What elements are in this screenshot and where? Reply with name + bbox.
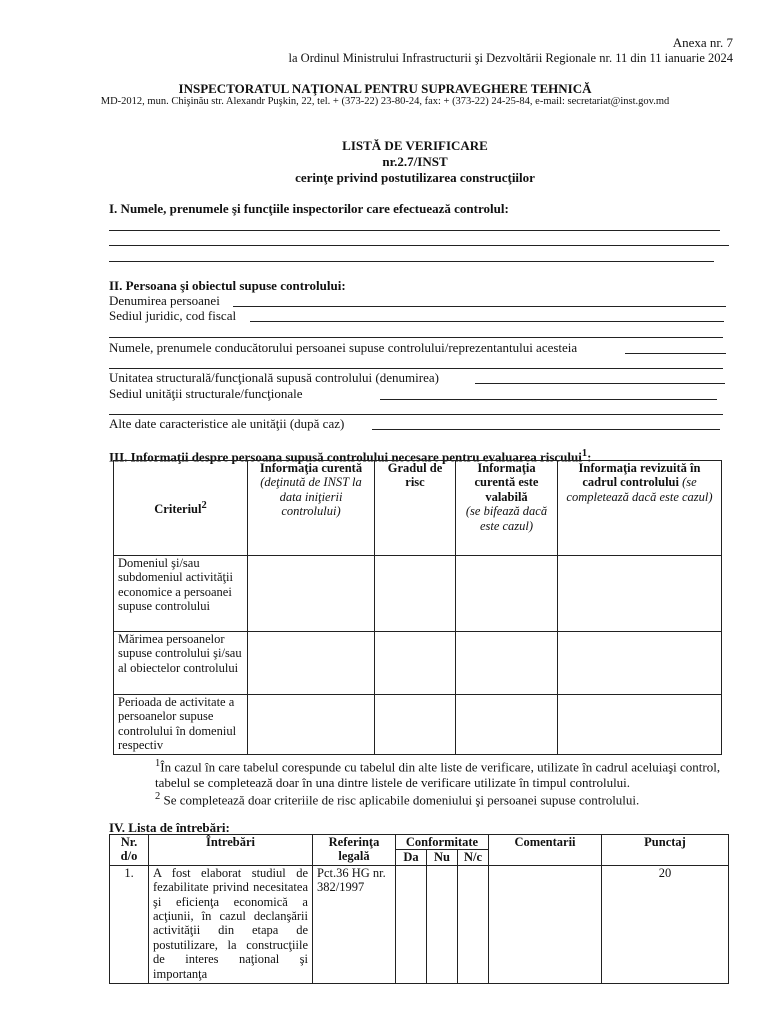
input-cell[interactable]: [558, 556, 722, 632]
label-unitatea: Unitatea structurală/funcţională supusă controlului (denumirea): [109, 370, 439, 385]
input-cell[interactable]: [375, 556, 456, 632]
input-cell[interactable]: [248, 556, 375, 632]
questions-table: [109, 834, 729, 984]
col-punctaj: Punctaj: [602, 835, 729, 866]
col-da: Da: [396, 850, 427, 865]
doc-subtitle: cerinţe privind postutilizarea construcţiilor: [295, 170, 535, 185]
label-sediul-unitatii: Sediul unităţii structurale/funcţionale: [109, 386, 303, 401]
criterion-cell: Mărimea persoanelor supuse controlului şi/sau al obiectelor controlului: [114, 632, 248, 695]
inspector-line-2[interactable]: [109, 245, 729, 246]
col-conformitate: Conformitate: [396, 835, 489, 850]
label-numele: Numele, prenumele conducătorului persoanei supuse controlului/reprezentantului acesteia: [109, 340, 578, 355]
checkbox-cell[interactable]: [456, 556, 558, 632]
checkbox-da[interactable]: [396, 865, 427, 983]
criterion-cell: Perioada de activitate a persoanelor supuse controlului în domeniul respectiv: [114, 695, 248, 755]
col-revizuita: Informaţia revizuită în cadrul controlului (se completează dacă este cazul): [558, 461, 722, 556]
order-reference: la Ordinul Ministrului Infrastructurii şi Dezvoltării Regionale nr. 11 din 11 ianuarie 2024: [288, 51, 733, 65]
table-row: [110, 865, 729, 983]
field-sediul-cont[interactable]: [109, 337, 723, 338]
criterion-cell: Domeniul şi/sau subdomeniul activităţii economice a persoanei supuse controlului: [114, 556, 248, 632]
question-text: A fost elaborat studiul de fezabilitate privind necesitatea şi eficienţa economică a acţiunii, în cazul declanşării activităţii din etapa de postutilizare, la construcţiile de interes naţional şi importanţa: [149, 865, 313, 983]
field-sediul-unitatii[interactable]: [380, 399, 717, 400]
col-valabila: Informaţia curentă este valabilă (se bifează dacă este cazul): [456, 461, 558, 556]
checkbox-nc[interactable]: [458, 865, 489, 983]
field-alte-date[interactable]: [372, 429, 720, 430]
table-row: [114, 695, 722, 755]
checkbox-cell[interactable]: [456, 632, 558, 695]
score-cell: 20: [602, 865, 729, 983]
institution-address: MD-2012, mun. Chişinău str. Alexandr Puşkin, 22, tel. + (373-22) 23-80-24, fax: + (373-22) 24-25-84, e-mail: secretariat@inst.gov.md: [100, 96, 670, 107]
input-cell[interactable]: [375, 632, 456, 695]
field-unitatea[interactable]: [475, 383, 725, 384]
comment-cell[interactable]: [489, 865, 602, 983]
checkbox-cell[interactable]: [456, 695, 558, 755]
checkbox-nu[interactable]: [427, 865, 458, 983]
row-number: 1.: [110, 865, 149, 983]
section2-heading: II. Persoana şi obiectul supuse controlului:: [109, 278, 346, 293]
label-sediul: Sediul juridic, cod fiscal: [109, 308, 237, 323]
col-referinta: Referinţa legală: [313, 835, 396, 866]
footnote-2: $^2$ Se completează doar criteriile de risc aplicabile domeniului şi persoanei supuse controlului.: [155, 791, 640, 808]
col-nc: N/c: [458, 850, 489, 865]
input-cell[interactable]: [375, 695, 456, 755]
risk-table: [113, 460, 722, 755]
label-alte-date: Alte date caracteristice ale unităţii (după caz): [109, 416, 345, 431]
footnote-1: $^1$În cazul în care tabelul corespunde cu tabelul din alte liste de verificare, utilizate în cadrul aceluiaşi control, tabelul se completează doar în una dintre listele de verificare utilizate în timpul controlului.: [155, 758, 721, 791]
col-info-curenta: Informaţia curentă (deţinută de INST la data iniţierii controlului): [248, 461, 375, 556]
doc-number: nr.2.7/INST: [382, 154, 448, 169]
input-cell[interactable]: [248, 632, 375, 695]
annex-number: Anexa nr. 7: [672, 35, 733, 50]
label-denumirea: Denumirea persoanei: [109, 293, 220, 308]
section3-heading: III. Informaţii despre persoana supusă controlului necesare pentru evaluarea riscului$^1$:: [109, 448, 592, 465]
col-gradul: Gradul de risc: [375, 461, 456, 556]
col-nu: Nu: [427, 850, 458, 865]
table-row: [114, 556, 722, 632]
col-nr: Nr. d/o: [110, 835, 149, 866]
inspector-line-1[interactable]: [109, 230, 720, 231]
input-cell[interactable]: [558, 695, 722, 755]
doc-title: LISTĂ DE VERIFICARE: [342, 138, 488, 153]
field-numele[interactable]: [625, 353, 726, 354]
col-comentarii: Comentarii: [489, 835, 602, 866]
field-sediul[interactable]: [250, 321, 724, 322]
table-row: [114, 632, 722, 695]
col-criteriul: Criteriul$^2$: [114, 461, 248, 556]
input-cell[interactable]: [248, 695, 375, 755]
section1-heading: I. Numele, prenumele şi funcţiile inspectorilor care efectuează controlul:: [109, 201, 509, 216]
legal-reference: Pct.36 HG nr. 382/1997: [313, 865, 396, 983]
field-sediul-unitatii-cont[interactable]: [109, 414, 723, 415]
section4-heading: IV. Lista de întrebări:: [109, 820, 230, 835]
institution-name: INSPECTORATUL NAŢIONAL PENTRU SUPRAVEGHERE TEHNICĂ: [178, 81, 592, 96]
field-numele-cont[interactable]: [109, 368, 723, 369]
field-denumirea[interactable]: [233, 306, 726, 307]
inspector-line-3[interactable]: [109, 261, 714, 262]
input-cell[interactable]: [558, 632, 722, 695]
col-intrebari: Întrebări: [149, 835, 313, 866]
